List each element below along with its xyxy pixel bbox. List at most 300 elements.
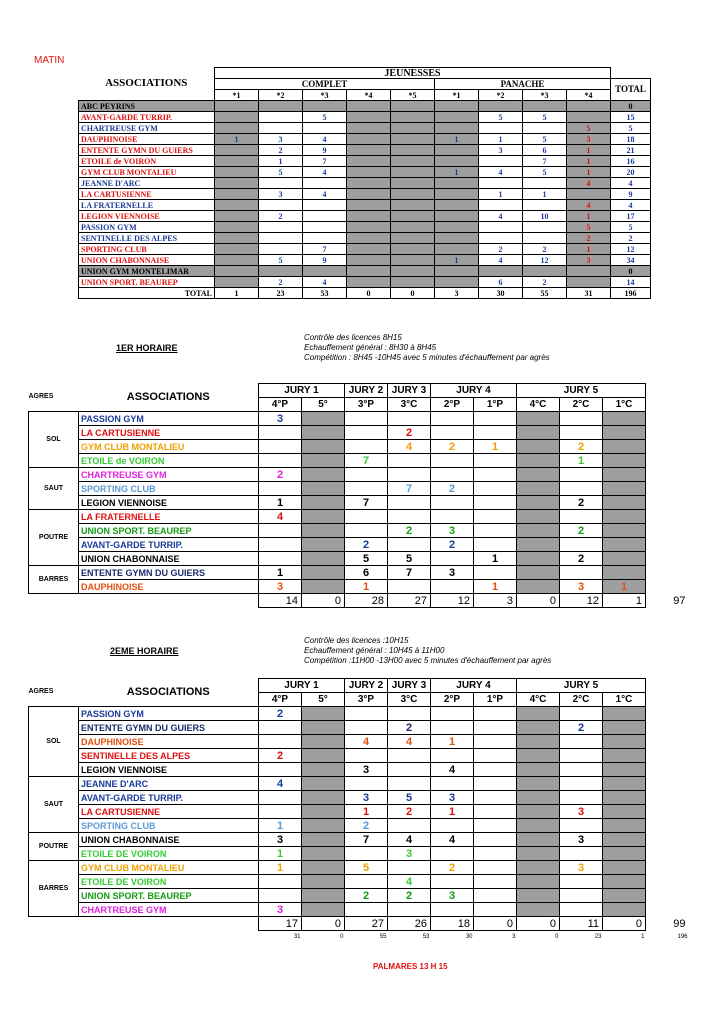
count-cell <box>560 412 603 426</box>
table-row <box>29 889 688 903</box>
table-row <box>79 145 651 156</box>
count-cell <box>391 189 435 200</box>
count-cell <box>603 903 646 917</box>
table-row <box>79 200 651 211</box>
table-row <box>29 833 688 847</box>
table-row <box>29 861 688 875</box>
grand-total: 196 <box>611 288 651 299</box>
count-cell: 1 <box>479 189 523 200</box>
spacer <box>646 566 688 580</box>
count-cell <box>303 266 347 277</box>
association-name: LA CARTUSIENNE <box>79 426 259 440</box>
row-total: 12 <box>611 244 651 255</box>
count-cell: 1 <box>560 454 603 468</box>
association-name: PASSION GYM <box>79 412 259 426</box>
count-cell <box>215 189 259 200</box>
table-row <box>29 875 688 889</box>
associations-header: ASSOCIATIONS <box>126 686 210 699</box>
count-cell <box>215 233 259 244</box>
count-cell <box>517 721 560 735</box>
count-cell <box>560 482 603 496</box>
count-cell <box>603 440 646 454</box>
level-header: 2°P <box>431 398 474 412</box>
combined-total: 23 <box>594 934 602 941</box>
count-cell <box>567 101 611 112</box>
count-cell: 2 <box>388 721 431 735</box>
count-cell <box>345 721 388 735</box>
association-name: GYM CLUB MONTALIEU <box>79 861 259 875</box>
column-total: 12 <box>431 594 474 608</box>
count-cell: 3 <box>345 763 388 777</box>
count-cell <box>603 510 646 524</box>
count-cell: 3 <box>560 805 603 819</box>
row-total: 9 <box>611 189 651 200</box>
horaire1-info-echauffement: Echauffement général : 8H30 à 8H45 <box>304 343 437 352</box>
association-name: UNION CHABONNAISE <box>79 255 215 266</box>
count-cell <box>517 468 560 482</box>
count-cell <box>523 178 567 189</box>
count-cell <box>517 440 560 454</box>
count-cell: 4 <box>259 777 302 791</box>
count-cell <box>567 112 611 123</box>
table-row <box>29 552 688 566</box>
count-cell: 2 <box>345 819 388 833</box>
level-header: 1°C <box>603 693 646 707</box>
horaire2-info-licences: Contrôle des licences :10H15 <box>304 636 409 645</box>
count-cell <box>603 833 646 847</box>
association-name: JEANNE D'ARC <box>79 777 259 791</box>
count-cell <box>560 538 603 552</box>
count-cell <box>479 266 523 277</box>
count-cell: 1 <box>259 847 302 861</box>
column-total: 27 <box>345 917 388 931</box>
spacer <box>646 749 688 763</box>
count-cell: 10 <box>523 211 567 222</box>
association-name: LA CARTUSIENNE <box>79 189 215 200</box>
row-total: 34 <box>611 255 651 266</box>
count-cell <box>431 777 474 791</box>
level-header: 1°P <box>474 398 517 412</box>
table-row <box>79 112 651 123</box>
count-cell <box>347 244 391 255</box>
count-cell <box>479 101 523 112</box>
count-cell <box>391 222 435 233</box>
count-cell <box>517 707 560 721</box>
row-total: 0 <box>611 101 651 112</box>
spacer <box>646 440 688 454</box>
count-cell <box>215 222 259 233</box>
count-cell <box>259 454 302 468</box>
row-total: 0 <box>611 266 651 277</box>
association-name: PASSION GYM <box>79 222 215 233</box>
count-cell: 5 <box>259 255 303 266</box>
count-cell <box>517 749 560 763</box>
count-cell <box>603 735 646 749</box>
count-cell <box>215 178 259 189</box>
count-cell <box>302 749 345 763</box>
count-cell: 2 <box>560 440 603 454</box>
count-cell: 3 <box>259 412 302 426</box>
count-cell <box>302 903 345 917</box>
count-cell: 1 <box>474 580 517 594</box>
column-total: 31 <box>567 288 611 299</box>
combined-total: 0 <box>555 934 559 941</box>
count-cell: 5 <box>567 123 611 134</box>
count-cell <box>517 875 560 889</box>
count-cell: 5 <box>388 791 431 805</box>
spacer <box>611 68 651 79</box>
count-cell: 7 <box>388 566 431 580</box>
spacer <box>646 468 688 482</box>
count-cell <box>215 101 259 112</box>
count-cell <box>523 266 567 277</box>
subcol-header: *3 <box>523 90 567 101</box>
spacer <box>79 594 259 608</box>
column-total: 18 <box>431 917 474 931</box>
table-row <box>29 496 688 510</box>
count-cell <box>560 707 603 721</box>
count-cell: 6 <box>479 277 523 288</box>
count-cell <box>391 200 435 211</box>
count-cell <box>603 721 646 735</box>
count-cell: 4 <box>259 510 302 524</box>
count-cell <box>517 805 560 819</box>
count-cell <box>431 496 474 510</box>
column-total: 0 <box>391 288 435 299</box>
count-cell: 6 <box>523 145 567 156</box>
column-total: 12 <box>560 594 603 608</box>
totals-row <box>29 594 688 608</box>
count-cell <box>302 496 345 510</box>
count-cell: 7 <box>523 156 567 167</box>
combined-total: 31 <box>293 934 301 941</box>
combined-grand-total: 196 <box>677 934 688 940</box>
count-cell <box>474 468 517 482</box>
count-cell: 1 <box>259 566 302 580</box>
count-cell <box>523 123 567 134</box>
count-cell: 4 <box>479 211 523 222</box>
level-header: 3°C <box>388 693 431 707</box>
count-cell <box>517 580 560 594</box>
association-name: SPORTING CLUB <box>79 819 259 833</box>
association-name: LA CARTUSIENNE <box>79 805 259 819</box>
table-row <box>29 426 688 440</box>
subcol-header: *5 <box>391 90 435 101</box>
count-cell <box>474 496 517 510</box>
jeunesses-header: JEUNESSES <box>215 68 611 79</box>
level-header: 4°C <box>517 398 560 412</box>
association-name: LEGION VIENNOISE <box>79 211 215 222</box>
count-cell <box>347 277 391 288</box>
count-cell <box>517 847 560 861</box>
count-cell <box>259 482 302 496</box>
combined-total: 55 <box>379 934 387 941</box>
level-header: 1°P <box>474 693 517 707</box>
table-row <box>79 167 651 178</box>
count-cell <box>474 454 517 468</box>
count-cell <box>259 735 302 749</box>
count-cell: 2 <box>388 805 431 819</box>
count-cell <box>259 233 303 244</box>
spacer <box>646 580 688 594</box>
count-cell <box>347 123 391 134</box>
count-cell <box>603 426 646 440</box>
column-total: 0 <box>474 917 517 931</box>
total-header: TOTAL <box>611 79 651 101</box>
count-cell <box>435 123 479 134</box>
jury-header: JURY 3 <box>388 384 431 398</box>
agres-cell: BARRES <box>29 861 79 917</box>
count-cell <box>560 791 603 805</box>
count-cell: 3 <box>431 524 474 538</box>
count-cell <box>517 889 560 903</box>
count-cell <box>517 496 560 510</box>
count-cell <box>391 277 435 288</box>
spacer <box>646 482 688 496</box>
count-cell: 1 <box>259 156 303 167</box>
spacer <box>646 707 688 721</box>
spacer <box>646 903 688 917</box>
count-cell: 4 <box>388 833 431 847</box>
spacer <box>646 398 688 412</box>
table-row <box>79 255 651 266</box>
count-cell: 4 <box>303 134 347 145</box>
count-cell <box>215 255 259 266</box>
count-cell <box>259 200 303 211</box>
table-row <box>79 211 651 222</box>
count-cell <box>474 805 517 819</box>
column-total: 53 <box>303 288 347 299</box>
combined-total: 53 <box>422 934 430 941</box>
count-cell <box>347 112 391 123</box>
count-cell <box>474 763 517 777</box>
count-cell: 3 <box>567 134 611 145</box>
level-header: 5° <box>302 693 345 707</box>
count-cell <box>603 805 646 819</box>
count-cell <box>517 819 560 833</box>
count-cell <box>603 454 646 468</box>
count-cell <box>560 735 603 749</box>
count-cell <box>431 707 474 721</box>
count-cell <box>302 468 345 482</box>
count-cell <box>431 749 474 763</box>
count-cell <box>302 805 345 819</box>
count-cell <box>347 211 391 222</box>
spacer <box>646 524 688 538</box>
subcol-header: *1 <box>215 90 259 101</box>
jury-header: JURY 4 <box>431 679 517 693</box>
count-cell <box>345 777 388 791</box>
association-name: UNION GYM MONTELIMAR <box>79 266 215 277</box>
count-cell <box>603 875 646 889</box>
count-cell: 2 <box>259 749 302 763</box>
count-cell: 7 <box>388 482 431 496</box>
count-cell: 2 <box>388 889 431 903</box>
count-cell <box>388 707 431 721</box>
count-cell: 3 <box>431 889 474 903</box>
row-total: 4 <box>611 200 651 211</box>
count-cell <box>347 134 391 145</box>
table-row <box>79 156 651 167</box>
table-row <box>29 482 688 496</box>
association-name: ABC PEYRINS <box>79 101 215 112</box>
count-cell <box>435 211 479 222</box>
count-cell <box>435 266 479 277</box>
level-header: 3°P <box>345 398 388 412</box>
count-cell <box>388 763 431 777</box>
association-name: ETOILE de VOIRON <box>79 156 215 167</box>
column-total: 0 <box>347 288 391 299</box>
count-cell <box>567 266 611 277</box>
count-cell: 1 <box>345 580 388 594</box>
count-cell <box>474 707 517 721</box>
column-total: 1 <box>603 594 646 608</box>
count-cell <box>347 101 391 112</box>
count-cell <box>431 552 474 566</box>
count-cell: 2 <box>560 721 603 735</box>
count-cell <box>391 244 435 255</box>
count-cell <box>560 875 603 889</box>
count-cell <box>302 833 345 847</box>
count-cell: 2 <box>479 244 523 255</box>
count-cell <box>435 244 479 255</box>
combined-total: 30 <box>465 934 473 941</box>
agres-cell: SOL <box>29 707 79 777</box>
count-cell <box>388 496 431 510</box>
count-cell <box>479 222 523 233</box>
count-cell <box>435 200 479 211</box>
count-cell <box>259 178 303 189</box>
count-cell <box>302 889 345 903</box>
spacer <box>646 861 688 875</box>
table-row <box>29 524 688 538</box>
count-cell <box>303 123 347 134</box>
combined-total: 3 <box>512 934 516 941</box>
count-cell <box>435 145 479 156</box>
count-cell <box>345 524 388 538</box>
table-row <box>29 454 688 468</box>
count-cell <box>603 763 646 777</box>
count-cell <box>474 875 517 889</box>
jury-header: JURY 1 <box>259 679 345 693</box>
count-cell: 2 <box>259 707 302 721</box>
count-cell <box>388 538 431 552</box>
horaire1-table <box>28 383 688 608</box>
association-name: LEGION VIENNOISE <box>79 496 259 510</box>
count-cell: 1 <box>215 134 259 145</box>
count-cell <box>259 244 303 255</box>
count-cell <box>345 847 388 861</box>
count-cell <box>431 468 474 482</box>
level-header: 2°C <box>560 398 603 412</box>
column-total: 0 <box>302 917 345 931</box>
count-cell <box>347 145 391 156</box>
association-name: CHARTREUSE GYM <box>79 468 259 482</box>
count-cell <box>474 777 517 791</box>
count-cell <box>302 538 345 552</box>
count-cell <box>347 167 391 178</box>
table-row <box>29 440 688 454</box>
association-name: ENTENTE GYMN DU GUIERS <box>79 721 259 735</box>
table-row <box>79 101 651 112</box>
table-row <box>79 266 651 277</box>
spacer <box>646 721 688 735</box>
count-cell: 12 <box>523 255 567 266</box>
combined-total: 0 <box>340 934 344 941</box>
count-cell: 4 <box>567 178 611 189</box>
count-cell <box>215 244 259 255</box>
jury-header: JURY 5 <box>517 679 646 693</box>
count-cell <box>259 112 303 123</box>
column-total: 1 <box>215 288 259 299</box>
count-cell <box>474 482 517 496</box>
count-cell: 5 <box>259 167 303 178</box>
association-name: CHARTREUSE GYM <box>79 903 259 917</box>
subcol-header: *1 <box>435 90 479 101</box>
association-name: LA FRATERNELLE <box>79 200 215 211</box>
count-cell <box>435 222 479 233</box>
agres-header: AGRES <box>28 688 54 696</box>
column-total: 27 <box>388 594 431 608</box>
totals-row <box>29 917 688 931</box>
association-name: ENTENTE GYMN DU GUIERS <box>79 566 259 580</box>
count-cell <box>215 145 259 156</box>
count-cell <box>435 233 479 244</box>
count-cell: 2 <box>560 552 603 566</box>
row-total: 4 <box>611 178 651 189</box>
count-cell: 1 <box>567 211 611 222</box>
horaire1-info <box>304 333 550 363</box>
table-row <box>79 134 651 145</box>
table-row <box>79 277 651 288</box>
count-cell: 2 <box>259 211 303 222</box>
count-cell: 1 <box>259 819 302 833</box>
count-cell: 4 <box>388 440 431 454</box>
agres-cell: SAUT <box>29 777 79 833</box>
count-cell <box>517 454 560 468</box>
count-cell: 3 <box>560 580 603 594</box>
count-cell <box>603 468 646 482</box>
count-cell: 7 <box>345 496 388 510</box>
count-cell: 5 <box>388 552 431 566</box>
count-cell <box>391 156 435 167</box>
count-cell <box>431 412 474 426</box>
count-cell <box>603 707 646 721</box>
table-row <box>29 412 688 426</box>
column-total: 23 <box>259 288 303 299</box>
count-cell <box>303 222 347 233</box>
count-cell <box>215 123 259 134</box>
association-name: PASSION GYM <box>79 707 259 721</box>
count-cell <box>479 233 523 244</box>
table-row <box>29 735 688 749</box>
association-name: SPORTING CLUB <box>79 482 259 496</box>
column-total: 0 <box>517 594 560 608</box>
count-cell <box>517 763 560 777</box>
count-cell <box>603 861 646 875</box>
count-cell <box>560 903 603 917</box>
count-cell <box>431 426 474 440</box>
count-cell <box>479 200 523 211</box>
jury-header: JURY 2 <box>345 384 388 398</box>
row-total: 16 <box>611 156 651 167</box>
count-cell <box>560 426 603 440</box>
count-cell: 3 <box>388 847 431 861</box>
count-cell: 1 <box>567 156 611 167</box>
count-cell: 7 <box>345 833 388 847</box>
count-cell <box>345 468 388 482</box>
horaire2-title: 2EME HORAIRE <box>110 646 179 656</box>
